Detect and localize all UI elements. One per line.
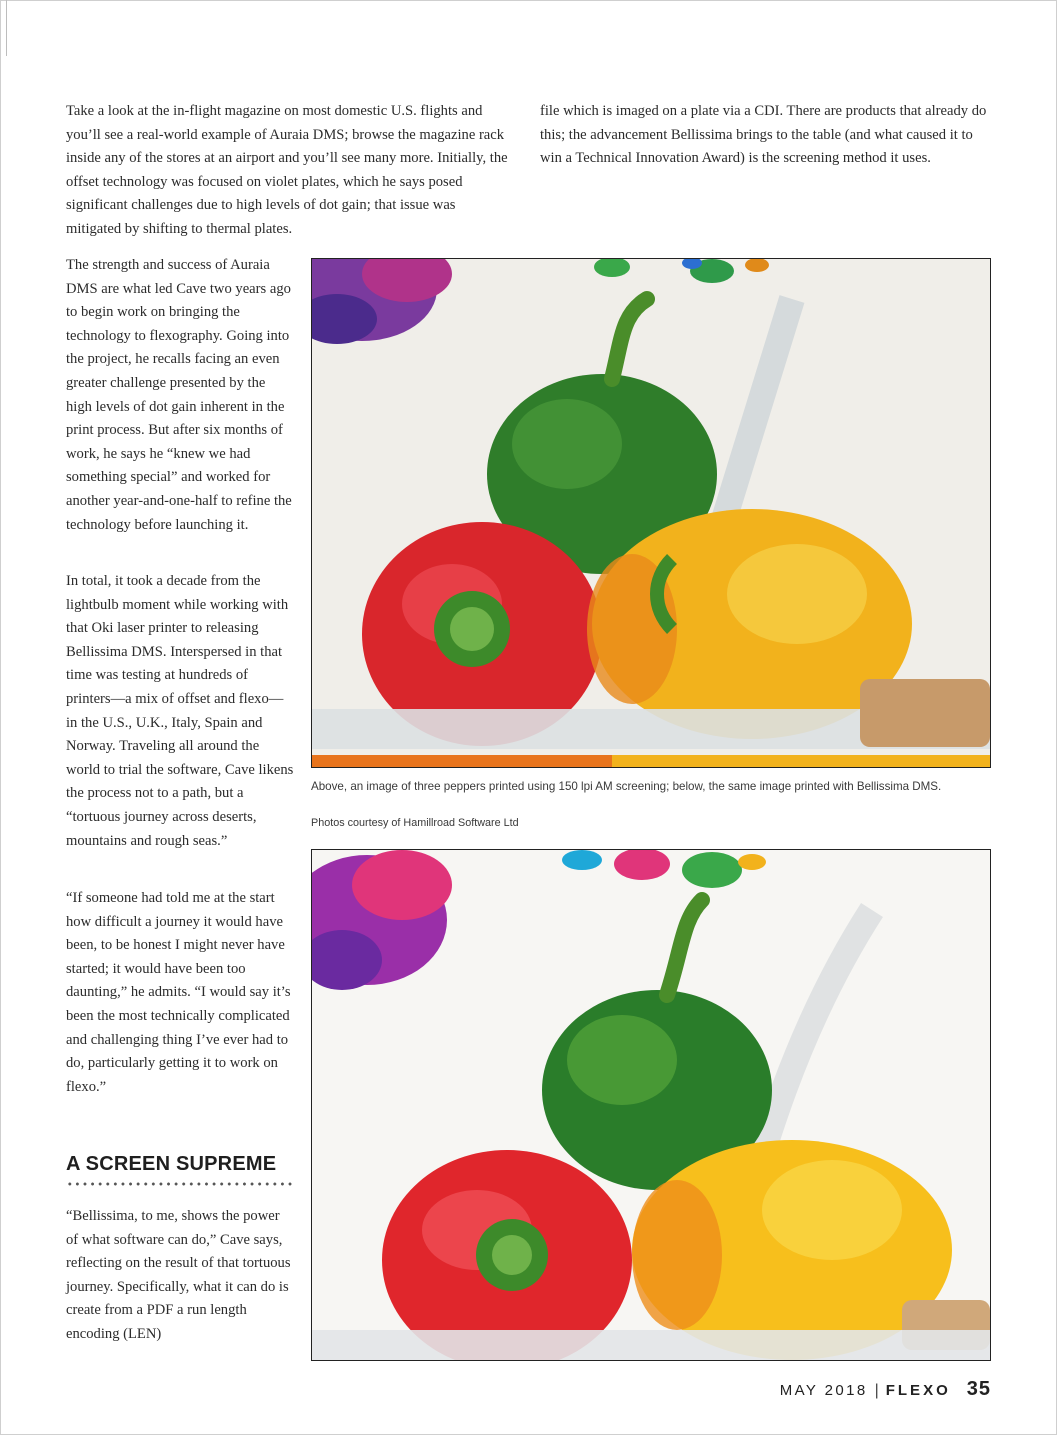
paragraph-decade: In total, it took a decade from the lightbulb moment while working with that Oki laser printer to releasing Bellissima DMS. Interspersed in that time was testing at hundreds of printers—a mix of offset and flexo—in the U.S., U.K., Italy, Spain and Norway. Traveling all around the world to trial the software, Cave likens the process not to a path, but a “tortuous journey across deserts, mountains and rough seas.”: [66, 573, 294, 849]
section-heading: A SCREEN SUPREME: [66, 1153, 277, 1175]
page-number: 35: [966, 1378, 991, 1400]
paragraph-power: “Bellissima, to me, shows the power of what software can do,” Cave says, reflecting on the result of that tortuous journey. Specifically, what it can do is create from a PDF a run length encoding (LEN): [66, 1208, 291, 1342]
paragraph-cdi: file which is imaged on a plate via a CDI. There are products that already do this; the advancement Bellissima brings to the table (and what caused it to win a Technical Innovation Award) is the screening method it uses.: [540, 103, 987, 167]
footer-separator: |: [874, 1382, 879, 1399]
issue-date: MAY 2018: [779, 1382, 868, 1399]
paragraph-quote: “If someone had told me at the start how difficult a journey it would have been, to be honest I might never have started; it would have been too daunting,” he admits. “I would say it’s been the most technically complicated and challenging thing I’ve ever had to do, particularly getting it to work on flexo.”: [66, 890, 291, 1095]
paragraph-intro: Take a look at the in-flight magazine on most domestic U.S. flights and you’ll see a real-world example of Auraia DMS; browse the magazine rack inside any of the stores at an airport and you’ll see many more. Initially, the offset technology was focused on violet plates, which he says posed significant challenges due to high levels of dot gain; that issue was mitigated by shifting to thermal plates.: [66, 103, 508, 237]
magazine-name: FLEXO: [885, 1382, 951, 1399]
page-footer: [780, 1378, 991, 1401]
figure-caption: Above, an image of three peppers printed using 150 lpi AM screening; below, the same image printed with Bellissima DMS.: [311, 780, 942, 793]
peppers-photo-bellissima-dms: [311, 849, 991, 1361]
peppers-illustration: [312, 259, 990, 767]
peppers-illustration: [312, 850, 990, 1360]
paragraph-strength: The strength and success of Auraia DMS are what led Cave two years ago to begin work on bringing the technology to flexography. Going into the project, he recalls facing an even greater challenge presented by the high levels of dot gain inherent in the print process. But after six months of work, he says he “knew we had something special” and worked for another year-and-one-half to refine the technology before launching it.: [66, 257, 292, 533]
corner-crop-mark: [0, 0, 7, 56]
peppers-photo-am-screening: [311, 258, 991, 768]
heading-dotted-rule: [66, 1182, 294, 1186]
photo-credit: Photos courtesy of Hamillroad Software Ltd: [311, 817, 519, 829]
